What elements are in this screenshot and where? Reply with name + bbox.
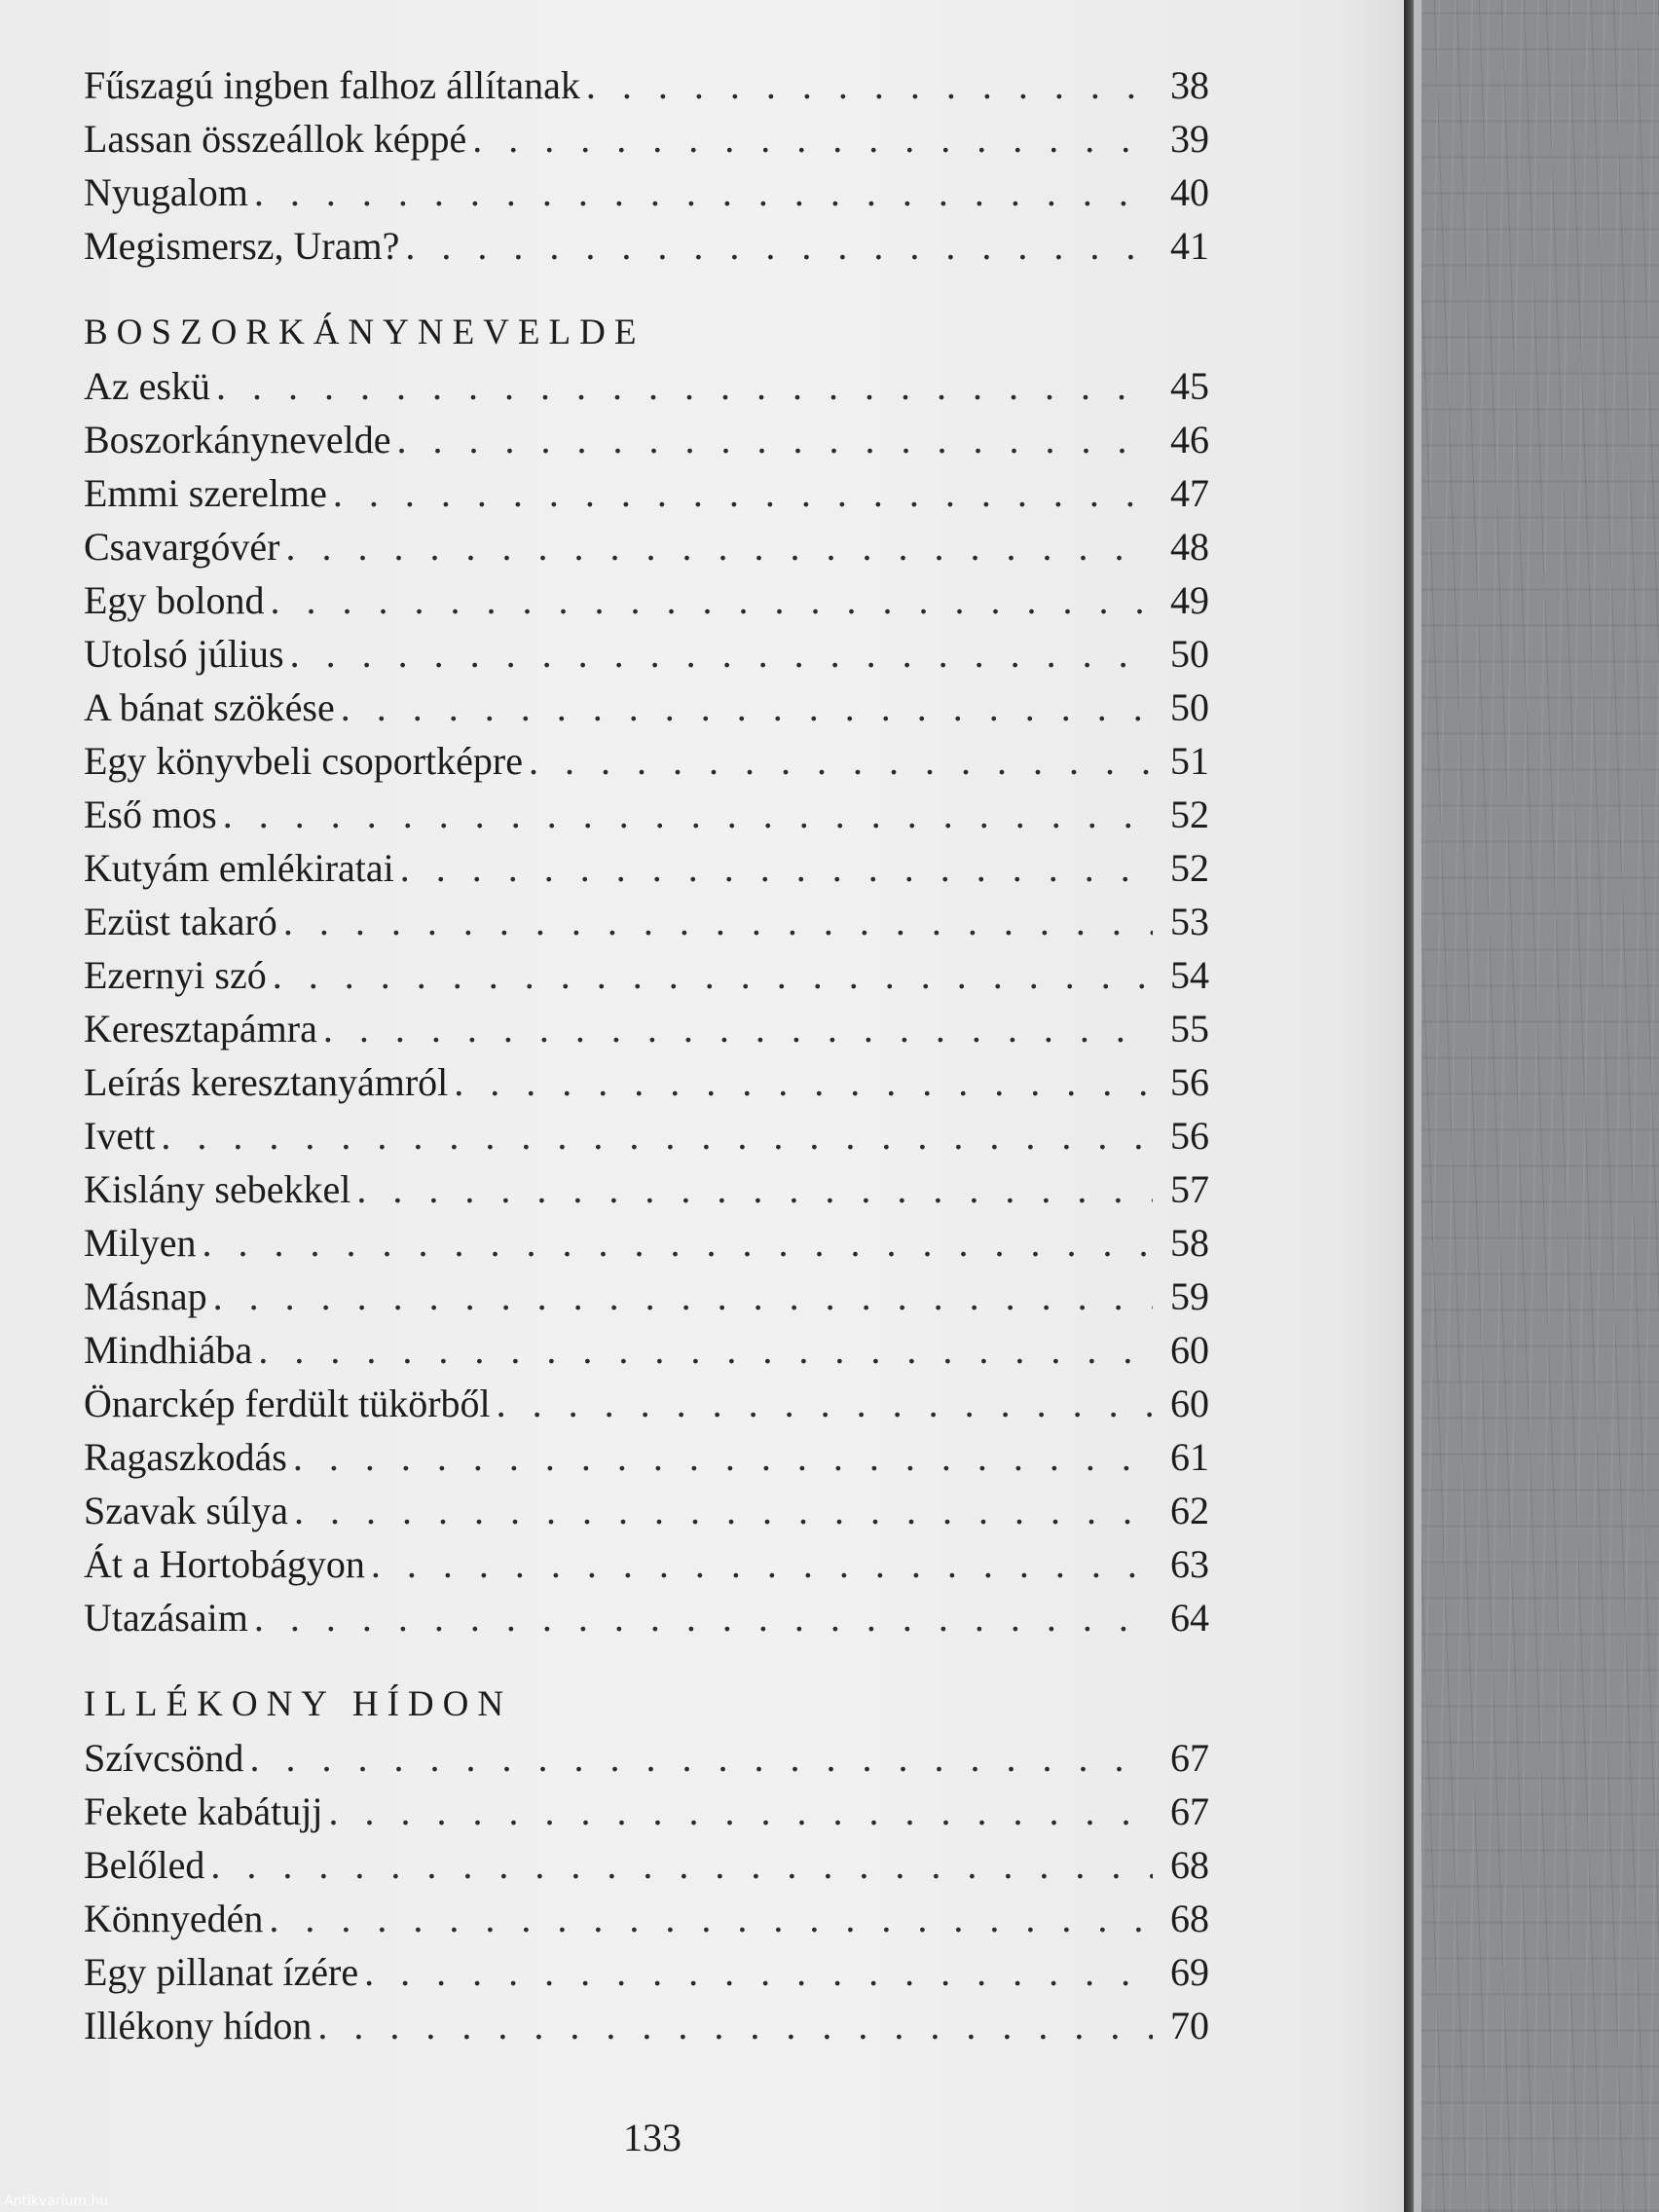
entry-page-number: 58 [1170, 1221, 1209, 1265]
entry-title: Boszorkánynevelde [84, 418, 391, 461]
toc-entry [84, 1892, 1209, 1945]
dot-leader [203, 1216, 1153, 1270]
dot-leader [364, 1945, 1153, 1999]
entry-title: Belőled [84, 1843, 205, 1887]
entry-page-number: 52 [1170, 846, 1209, 890]
toc-entry [84, 1055, 1209, 1109]
dot-leader [341, 681, 1153, 734]
wooden-background [1421, 0, 1659, 2212]
entry-page-number: 40 [1170, 170, 1209, 214]
section-gap [84, 273, 1209, 306]
toc-entry [84, 1216, 1209, 1270]
dot-leader [283, 895, 1153, 948]
entry-title: Utolsó július [84, 632, 284, 676]
entry-page-number: 56 [1170, 1060, 1209, 1104]
entry-page-number: 62 [1170, 1489, 1209, 1532]
dot-leader [294, 1484, 1153, 1537]
dot-leader [405, 219, 1153, 273]
dot-leader [317, 1999, 1153, 2052]
entry-page-number: 64 [1170, 1596, 1209, 1640]
entry-title: Leírás keresztanyámról [84, 1060, 449, 1104]
entry-title: Ezernyi szó [84, 953, 267, 997]
entry-title: Kutyám emlékiratai [84, 846, 394, 890]
entry-title: Ragaszkodás [84, 1435, 287, 1479]
entry-page-number: 46 [1170, 418, 1209, 461]
entry-title: Szívcsönd [84, 1736, 244, 1780]
section-gap [84, 1644, 1209, 1677]
entry-title: Szavak súlya [84, 1489, 288, 1532]
entry-title: Fűszagú ingben falhoz állítanak [84, 63, 580, 107]
entry-page-number: 70 [1170, 2004, 1209, 2047]
entry-title: Ivett [84, 1114, 156, 1158]
toc-entry [84, 1785, 1209, 1838]
entry-page-number: 45 [1170, 364, 1209, 408]
dot-leader [213, 1270, 1153, 1323]
entry-page-number: 60 [1170, 1382, 1209, 1425]
dot-leader [271, 573, 1153, 627]
entry-title: Másnap [84, 1274, 207, 1318]
dot-leader [223, 788, 1153, 841]
dot-leader [273, 948, 1153, 1002]
toc-entry [84, 219, 1209, 273]
entry-title: Lassan összeállok képpé [84, 117, 467, 161]
section-heading: ILLÉKONY HÍDON [84, 1684, 513, 1724]
dot-leader [216, 359, 1153, 413]
entry-title: Keresztapámra [84, 1007, 317, 1051]
toc-entry [84, 1484, 1209, 1537]
toc-entry [84, 1537, 1209, 1591]
entry-page-number: 49 [1170, 578, 1209, 622]
dot-leader [356, 1162, 1153, 1216]
entry-page-number: 60 [1170, 1328, 1209, 1372]
entry-page-number: 48 [1170, 525, 1209, 569]
entry-title: Egy pillanat ízére [84, 1950, 359, 1994]
toc-entry [84, 1591, 1209, 1644]
entry-title: Fekete kabátujj [84, 1789, 323, 1833]
entry-page-number: 67 [1170, 1789, 1209, 1833]
toc-entry [84, 1109, 1209, 1162]
dot-leader [293, 1430, 1153, 1484]
toc-entry [84, 1945, 1209, 1999]
dot-leader [210, 1838, 1153, 1892]
entry-page-number: 51 [1170, 739, 1209, 783]
toc-entry [84, 573, 1209, 627]
toc-entry [84, 112, 1209, 166]
dot-leader [371, 1537, 1153, 1591]
entry-page-number: 47 [1170, 471, 1209, 515]
entry-page-number: 54 [1170, 953, 1209, 997]
entry-title: Utazásaim [84, 1596, 248, 1640]
entry-page-number: 57 [1170, 1167, 1209, 1211]
dot-leader [333, 466, 1153, 520]
toc-entry [84, 627, 1209, 681]
toc-entry [84, 58, 1209, 112]
entry-title: Eső mos [84, 793, 217, 836]
dot-leader [400, 841, 1153, 895]
section-heading: BOSZORKÁNYNEVELDE [84, 313, 645, 352]
entry-page-number: 68 [1170, 1843, 1209, 1887]
dot-leader [472, 112, 1153, 166]
entry-page-number: 39 [1170, 117, 1209, 161]
page-number: 133 [623, 2116, 682, 2159]
entry-title: Könnyedén [84, 1897, 264, 1940]
entry-title: Egy könyvbeli csoportképre [84, 739, 523, 783]
entry-title: Milyen [84, 1221, 197, 1265]
dot-leader [161, 1109, 1153, 1162]
entry-page-number: 63 [1170, 1542, 1209, 1586]
page-edge-shadow [1404, 0, 1414, 2212]
entry-page-number: 61 [1170, 1435, 1209, 1479]
dot-leader [249, 1731, 1153, 1785]
page-edge [1414, 0, 1421, 2212]
entry-page-number: 67 [1170, 1736, 1209, 1780]
entry-title: Önarckép ferdült tükörből [84, 1382, 491, 1425]
entry-title: Illékony hídon [84, 2004, 313, 2047]
toc-entry [84, 1731, 1209, 1785]
dot-leader [497, 1377, 1153, 1430]
entry-title: Mindhiába [84, 1328, 253, 1372]
dot-leader [258, 1323, 1153, 1377]
entry-title: Egy bolond [84, 578, 265, 622]
dot-leader [269, 1892, 1153, 1945]
entry-title: A bánat szökése [84, 685, 335, 729]
entry-title: Emmi szerelme [84, 471, 327, 515]
entry-title: Nyugalom [84, 170, 248, 214]
dot-leader [254, 1591, 1153, 1644]
dot-leader [328, 1785, 1153, 1838]
toc-entry [84, 734, 1209, 788]
dot-leader [586, 58, 1153, 112]
watermark: Antikvarium.hu [4, 2194, 109, 2209]
entry-page-number: 56 [1170, 1114, 1209, 1158]
dot-leader [254, 166, 1153, 219]
toc-entry [84, 1002, 1209, 1055]
entry-title: Át a Hortobágyon [84, 1542, 365, 1586]
entry-page-number: 55 [1170, 1007, 1209, 1051]
entry-page-number: 68 [1170, 1897, 1209, 1940]
entry-page-number: 69 [1170, 1950, 1209, 1994]
toc-entry [84, 166, 1209, 219]
entry-title: Ezüst takaró [84, 900, 277, 943]
toc-entry [84, 681, 1209, 734]
dot-leader [454, 1055, 1153, 1109]
toc-entry [84, 1377, 1209, 1430]
entry-page-number: 50 [1170, 632, 1209, 676]
dot-leader [529, 734, 1153, 788]
entry-page-number: 59 [1170, 1274, 1209, 1318]
toc-entry [84, 466, 1209, 520]
toc-entry [84, 1838, 1209, 1892]
toc-entry [84, 1323, 1209, 1377]
toc-entry [84, 1162, 1209, 1216]
entry-title: Az eskü [84, 364, 210, 408]
entry-page-number: 52 [1170, 793, 1209, 836]
toc-entry [84, 841, 1209, 895]
toc-entry [84, 520, 1209, 573]
toc-entry [84, 948, 1209, 1002]
toc-entry [84, 788, 1209, 841]
toc-entry [84, 1999, 1209, 2052]
entry-title: Csavargóvér [84, 525, 280, 569]
entry-title: Kislány sebekkel [84, 1167, 351, 1211]
toc-entry [84, 895, 1209, 948]
dot-leader [290, 627, 1153, 681]
toc-entry [84, 1270, 1209, 1323]
dot-leader [285, 520, 1153, 573]
table-of-contents [84, 58, 1209, 2052]
entry-title: Megismersz, Uram? [84, 224, 400, 268]
entry-page-number: 50 [1170, 685, 1209, 729]
toc-entry [84, 413, 1209, 466]
entry-page-number: 38 [1170, 63, 1209, 107]
entry-page-number: 41 [1170, 224, 1209, 268]
toc-entry [84, 359, 1209, 413]
entry-page-number: 53 [1170, 900, 1209, 943]
dot-leader [323, 1002, 1153, 1055]
dot-leader [396, 413, 1153, 466]
toc-entry [84, 1430, 1209, 1484]
